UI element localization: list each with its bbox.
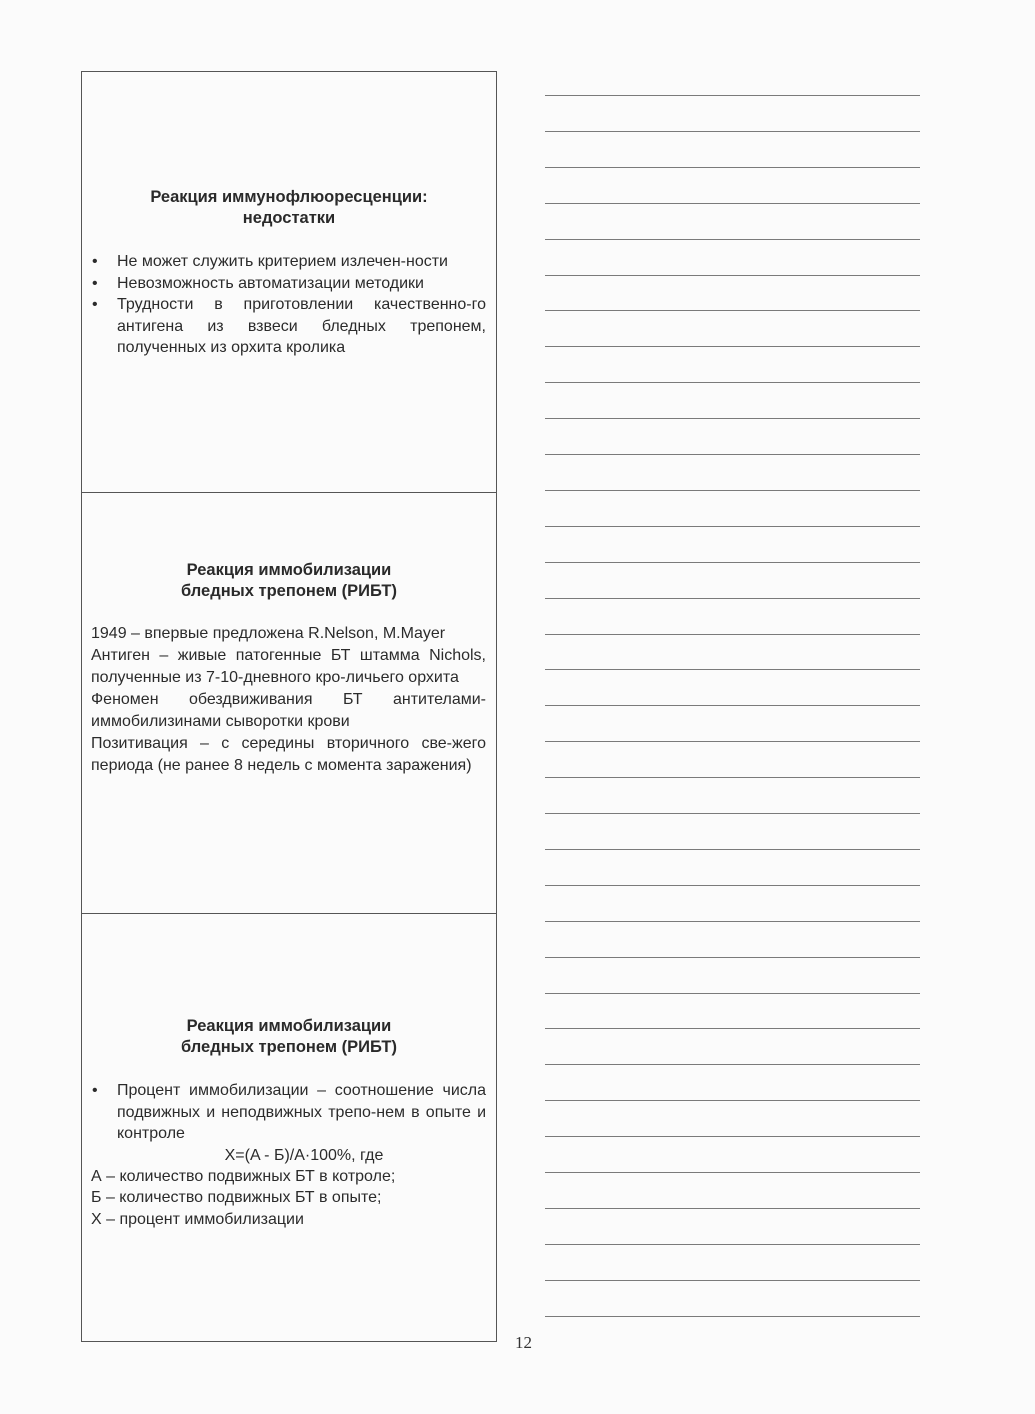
note-line bbox=[545, 705, 920, 706]
bullet-list bbox=[82, 251, 496, 359]
slide-title: Реакция иммунофлюоресценции: недостатки bbox=[150, 188, 428, 227]
list-item: • Процент иммобилизации – соотношение числа подвижных и неподвижных трепо-нем в опыте и контроле bbox=[92, 1082, 486, 1142]
bullet-icon: • bbox=[92, 253, 98, 270]
slide-title: Реакция иммобилизации бледных трепонем (РИБТ) bbox=[181, 1017, 397, 1056]
definition-item: А – количество подвижных БТ в котроле; bbox=[91, 1167, 396, 1185]
bullet-list bbox=[82, 1080, 496, 1145]
note-line bbox=[545, 310, 920, 311]
list-item: • Трудности в приготовлении качественно-го антигена из взвеси бледных трепонем, полученных из орхита кролика bbox=[92, 296, 486, 356]
note-line bbox=[545, 382, 920, 383]
note-line bbox=[545, 1208, 920, 1209]
paragraph: Позитивация – с середины вторичного све-жего периода (не ранее 8 недель с момента заражения) bbox=[91, 735, 486, 774]
paragraph: Феномен обездвиживания БТ антителами-иммобилизинами сыворотки крови bbox=[91, 691, 486, 730]
note-line bbox=[545, 669, 920, 670]
note-line bbox=[545, 813, 920, 814]
note-line bbox=[545, 131, 920, 132]
note-line bbox=[545, 598, 920, 599]
paragraph: Антиген – живые патогенные БТ штамма Nichols, полученные из 7-10-дневного кро-личьего орхита bbox=[91, 647, 486, 686]
note-line bbox=[545, 490, 920, 491]
definition-item: Х – процент иммобилизации bbox=[91, 1210, 304, 1228]
definition-item: Б – количество подвижных БТ в опыте; bbox=[91, 1189, 382, 1206]
page-number: 12 bbox=[515, 1333, 532, 1352]
formula: X=(A - Б)/A·100%, где bbox=[224, 1146, 384, 1164]
slide-ribt-overview bbox=[82, 493, 496, 914]
list-item: • Невозможность автоматизации методики bbox=[90, 273, 486, 295]
notes-lines bbox=[545, 0, 920, 1414]
note-line bbox=[545, 95, 920, 96]
note-line bbox=[545, 1100, 920, 1101]
note-line bbox=[545, 1136, 920, 1137]
slides-column bbox=[81, 71, 497, 1342]
note-line bbox=[545, 1244, 920, 1245]
note-line bbox=[545, 777, 920, 778]
paragraph-block bbox=[82, 623, 496, 777]
slide-immunofluorescence-drawbacks bbox=[82, 72, 496, 493]
note-line bbox=[545, 203, 920, 204]
note-line bbox=[545, 849, 920, 850]
note-line bbox=[545, 346, 920, 347]
paragraph: 1949 – впервые предложена R.Nelson, M.Mayer bbox=[91, 625, 446, 642]
list-item: • Не может служить критерием излечен-ности bbox=[90, 251, 486, 273]
definitions bbox=[82, 1166, 496, 1231]
slide-ribt-percent bbox=[82, 914, 496, 1341]
note-line bbox=[545, 885, 920, 886]
note-line bbox=[545, 562, 920, 563]
note-line bbox=[545, 1064, 920, 1065]
note-line bbox=[545, 454, 920, 455]
note-line bbox=[545, 1280, 920, 1281]
bullet-icon: • bbox=[92, 274, 98, 292]
note-line bbox=[545, 275, 920, 276]
bullet-icon: • bbox=[92, 296, 98, 313]
note-line bbox=[545, 741, 920, 742]
note-line bbox=[545, 526, 920, 527]
note-line bbox=[545, 239, 920, 240]
note-line bbox=[545, 1316, 920, 1317]
bullet-icon: • bbox=[92, 1082, 98, 1099]
slide-title: Реакция иммобилизации бледных трепонем (РИБТ) bbox=[181, 561, 397, 600]
note-line bbox=[545, 167, 920, 168]
note-line bbox=[545, 1172, 920, 1173]
note-line bbox=[545, 1028, 920, 1029]
note-line bbox=[545, 993, 920, 994]
note-line bbox=[545, 921, 920, 922]
note-line bbox=[545, 634, 920, 635]
note-line bbox=[545, 957, 920, 958]
note-line bbox=[545, 418, 920, 419]
